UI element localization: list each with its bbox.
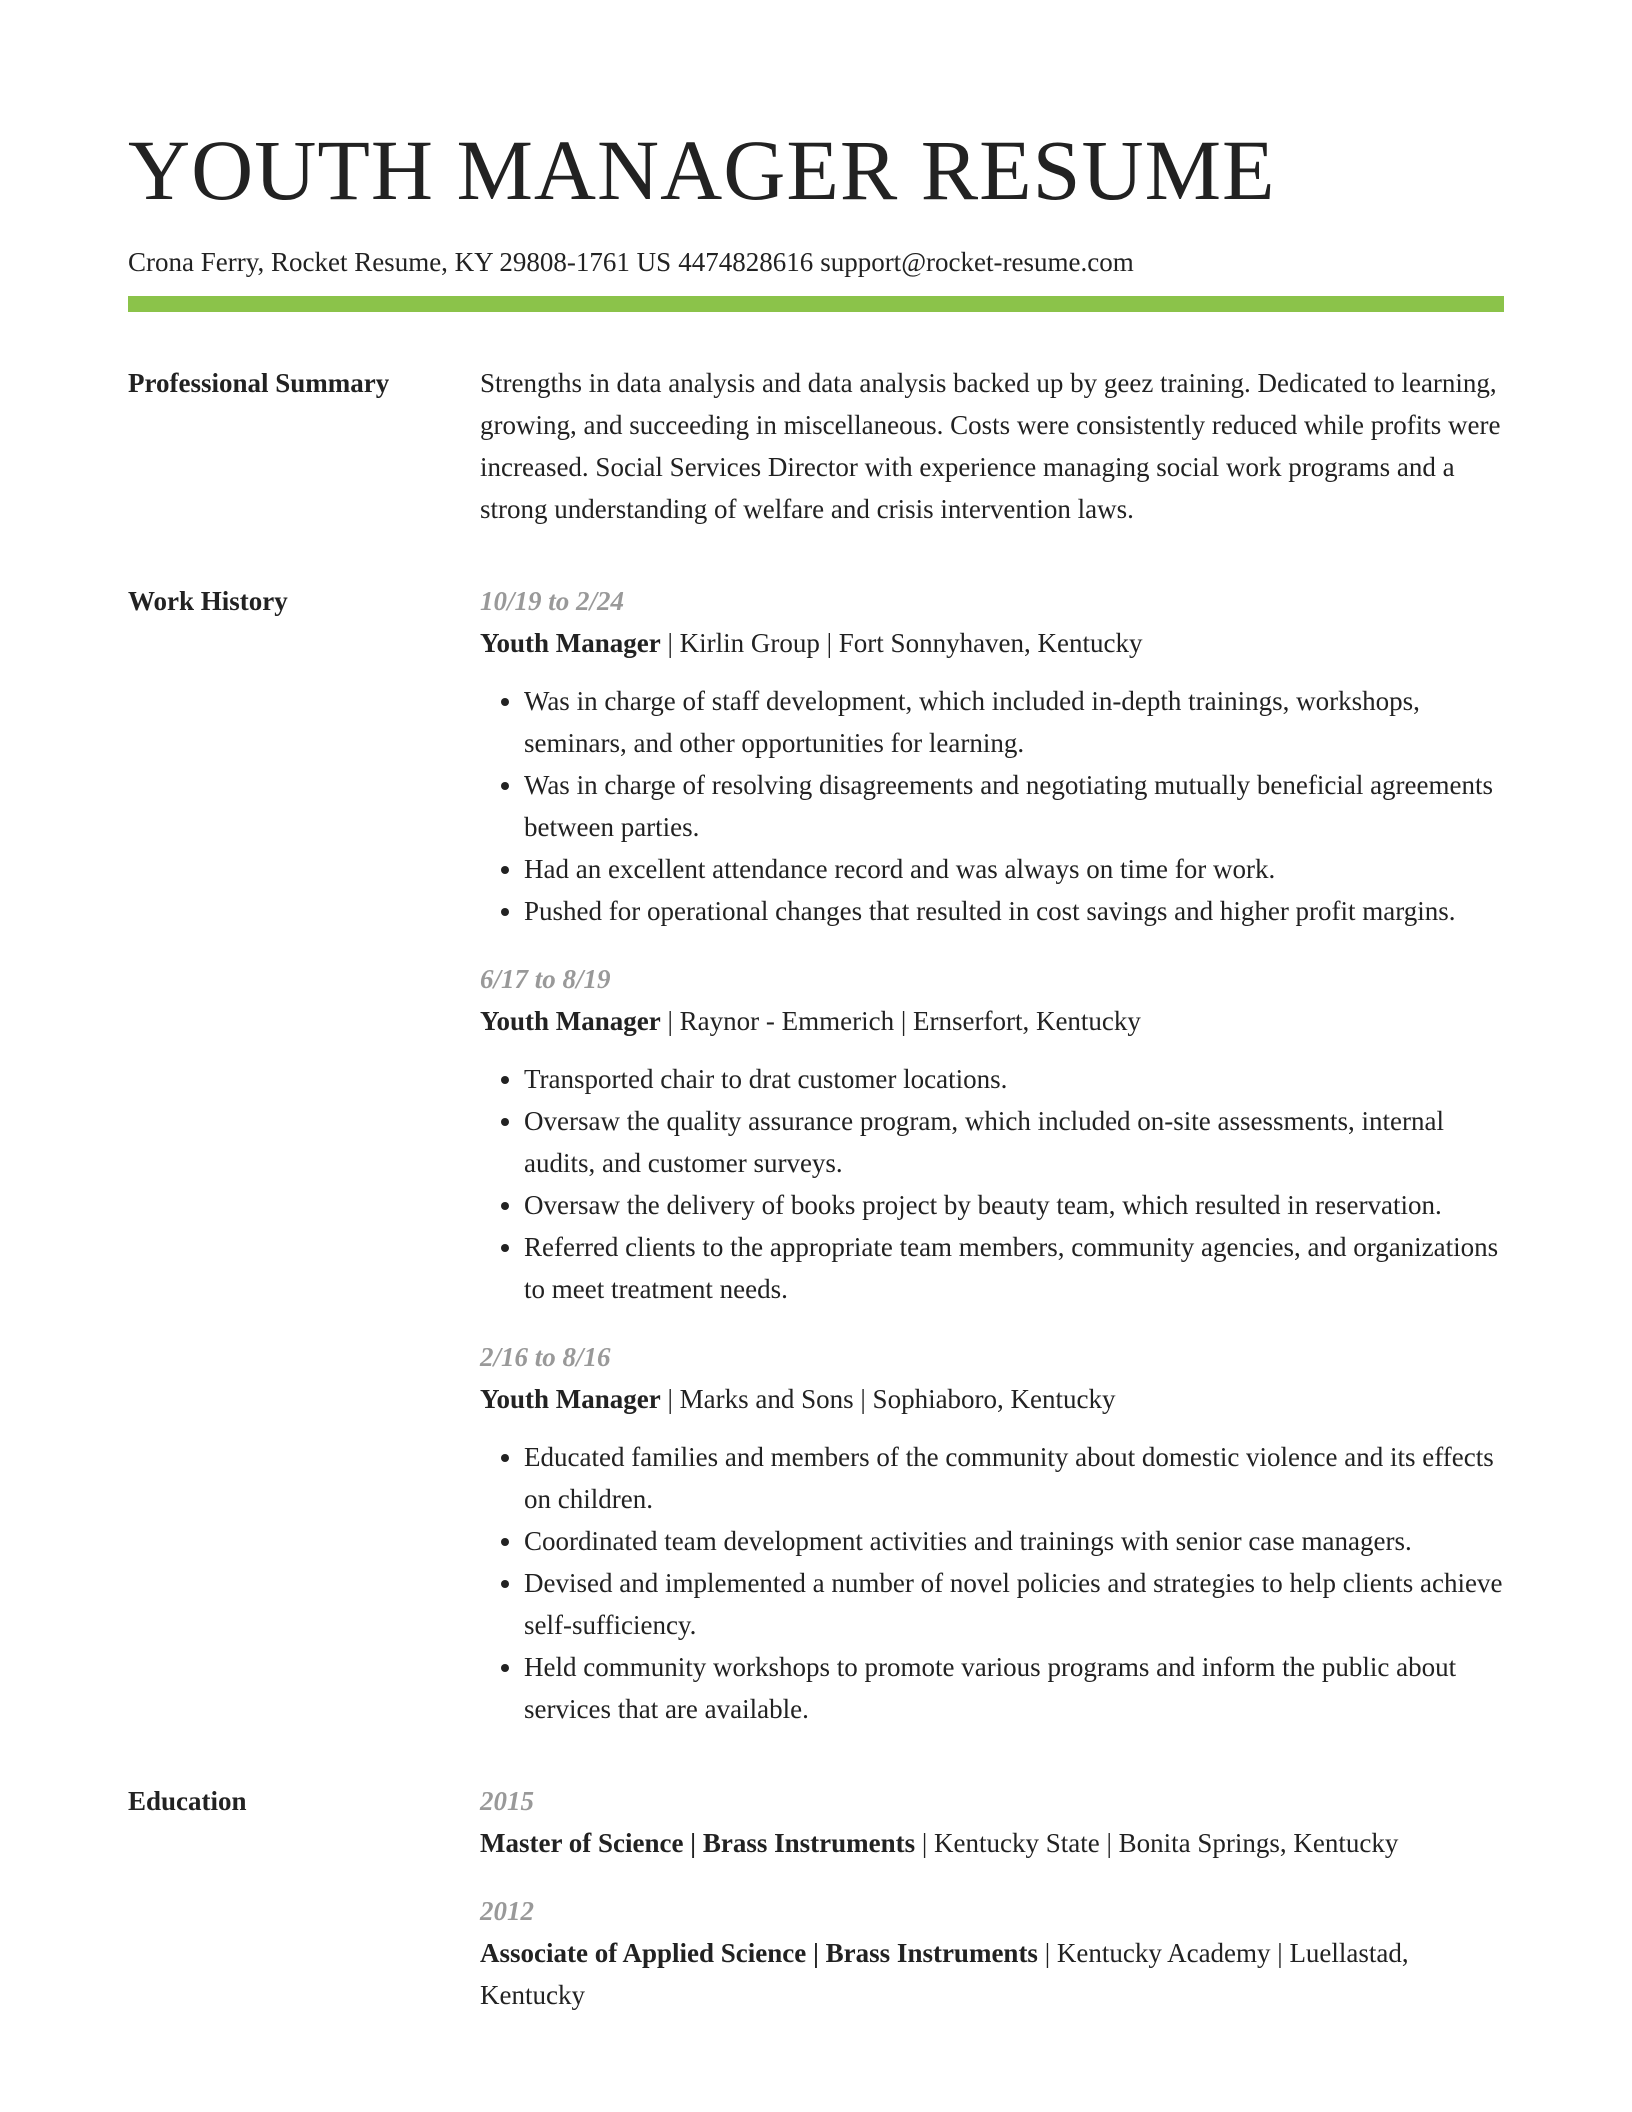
job-dates: 6/17 to 8/19: [480, 964, 611, 994]
job-bullet: • Had an excellent attendance record and was always on time for work.: [524, 848, 1504, 890]
education-year: 2015: [480, 1786, 534, 1816]
job-bullet: • Transported chair to drat customer locations.: [524, 1058, 1504, 1100]
job-bullet: • Educated families and members of the community about domestic violence and its effects on children.: [524, 1436, 1504, 1520]
education-section: [128, 1780, 1504, 2016]
contact-line: [128, 244, 1504, 280]
job-dates: 10/19 to 2/24: [480, 586, 625, 616]
education-degree-line: [480, 1932, 1504, 2016]
job-bullet: • Devised and implemented a number of novel policies and strategies to help clients achieve self-sufficiency.: [524, 1562, 1504, 1646]
job-title-line: [480, 1378, 1504, 1420]
accent-divider: [128, 296, 1504, 312]
education-heading: Education: [128, 1786, 247, 1816]
job-bullet: • Referred clients to the appropriate team members, community agencies, and organizations to meet treatment needs.: [524, 1226, 1504, 1310]
job-dates: 2/16 to 8/16: [480, 1342, 611, 1372]
job-bullet: • Pushed for operational changes that resulted in cost savings and higher profit margins.: [524, 890, 1504, 932]
contact-address: Crona Ferry, Rocket Resume, KY 29808-1761 US: [128, 247, 672, 277]
work-history-heading: Work History: [128, 586, 288, 616]
education-body: [480, 1780, 1504, 2016]
education-degree-line: [480, 1822, 1504, 1864]
job-title-line: [480, 1000, 1504, 1042]
job-title-line: [480, 622, 1504, 664]
job-bullets: [480, 680, 1504, 932]
job-role: Youth Manager: [480, 1384, 661, 1414]
education-school-location: | Kentucky Academy | Luellastad, Kentucky: [480, 1938, 1409, 2010]
education-degree: Associate of Applied Science | Brass Instruments: [480, 1938, 1038, 1968]
job-entry: [480, 1336, 1504, 1730]
education-year: 2012: [480, 1896, 534, 1926]
work-history-body: [480, 580, 1504, 1730]
summary-section: [128, 362, 1504, 530]
contact-phone: 4474828616: [678, 247, 814, 277]
summary-heading: Professional Summary: [128, 368, 390, 398]
work-history-section: [128, 580, 1504, 1730]
job-bullets: [480, 1436, 1504, 1730]
job-role: Youth Manager: [480, 628, 661, 658]
job-role: Youth Manager: [480, 1006, 661, 1036]
job-bullet: • Held community workshops to promote various programs and inform the public about services that are available.: [524, 1646, 1504, 1730]
contact-email: support@rocket-resume.com: [820, 247, 1134, 277]
resume-page: [128, 120, 1504, 2016]
job-bullet: • Was in charge of staff development, which included in-depth trainings, workshops, seminars, and other opportunities for learning.: [524, 680, 1504, 764]
job-company-location: | Marks and Sons | Sophiaboro, Kentucky: [660, 1384, 1116, 1414]
education-school-location: | Kentucky State | Bonita Springs, Kentucky: [915, 1828, 1399, 1858]
summary-text: Strengths in data analysis and data analysis backed up by geez training. Dedicated to learning, growing, and succeeding in miscellaneous. Costs were consistently reduced while profits were increased. Social Services Director with experience managing social work programs and a strong understanding of welfare and crisis intervention laws.: [480, 368, 1501, 524]
job-company-location: | Raynor - Emmerich | Ernserfort, Kentucky: [660, 1006, 1141, 1036]
education-entry: [480, 1780, 1504, 1864]
resume-title: YOUTH MANAGER RESUME: [128, 122, 1276, 218]
job-company-location: | Kirlin Group | Fort Sonnyhaven, Kentucky: [660, 628, 1143, 658]
job-entry: [480, 958, 1504, 1310]
job-entry: [480, 580, 1504, 932]
job-bullets: [480, 1058, 1504, 1310]
job-bullet: • Coordinated team development activities and trainings with senior case managers.: [524, 1520, 1504, 1562]
education-entry: [480, 1890, 1504, 2016]
education-degree: Master of Science | Brass Instruments: [480, 1828, 916, 1858]
job-bullet: • Was in charge of resolving disagreements and negotiating mutually beneficial agreements between parties.: [524, 764, 1504, 848]
job-bullet: • Oversaw the quality assurance program, which included on-site assessments, internal audits, and customer surveys.: [524, 1100, 1504, 1184]
summary-body: [480, 362, 1504, 530]
job-bullet: • Oversaw the delivery of books project by beauty team, which resulted in reservation.: [524, 1184, 1504, 1226]
